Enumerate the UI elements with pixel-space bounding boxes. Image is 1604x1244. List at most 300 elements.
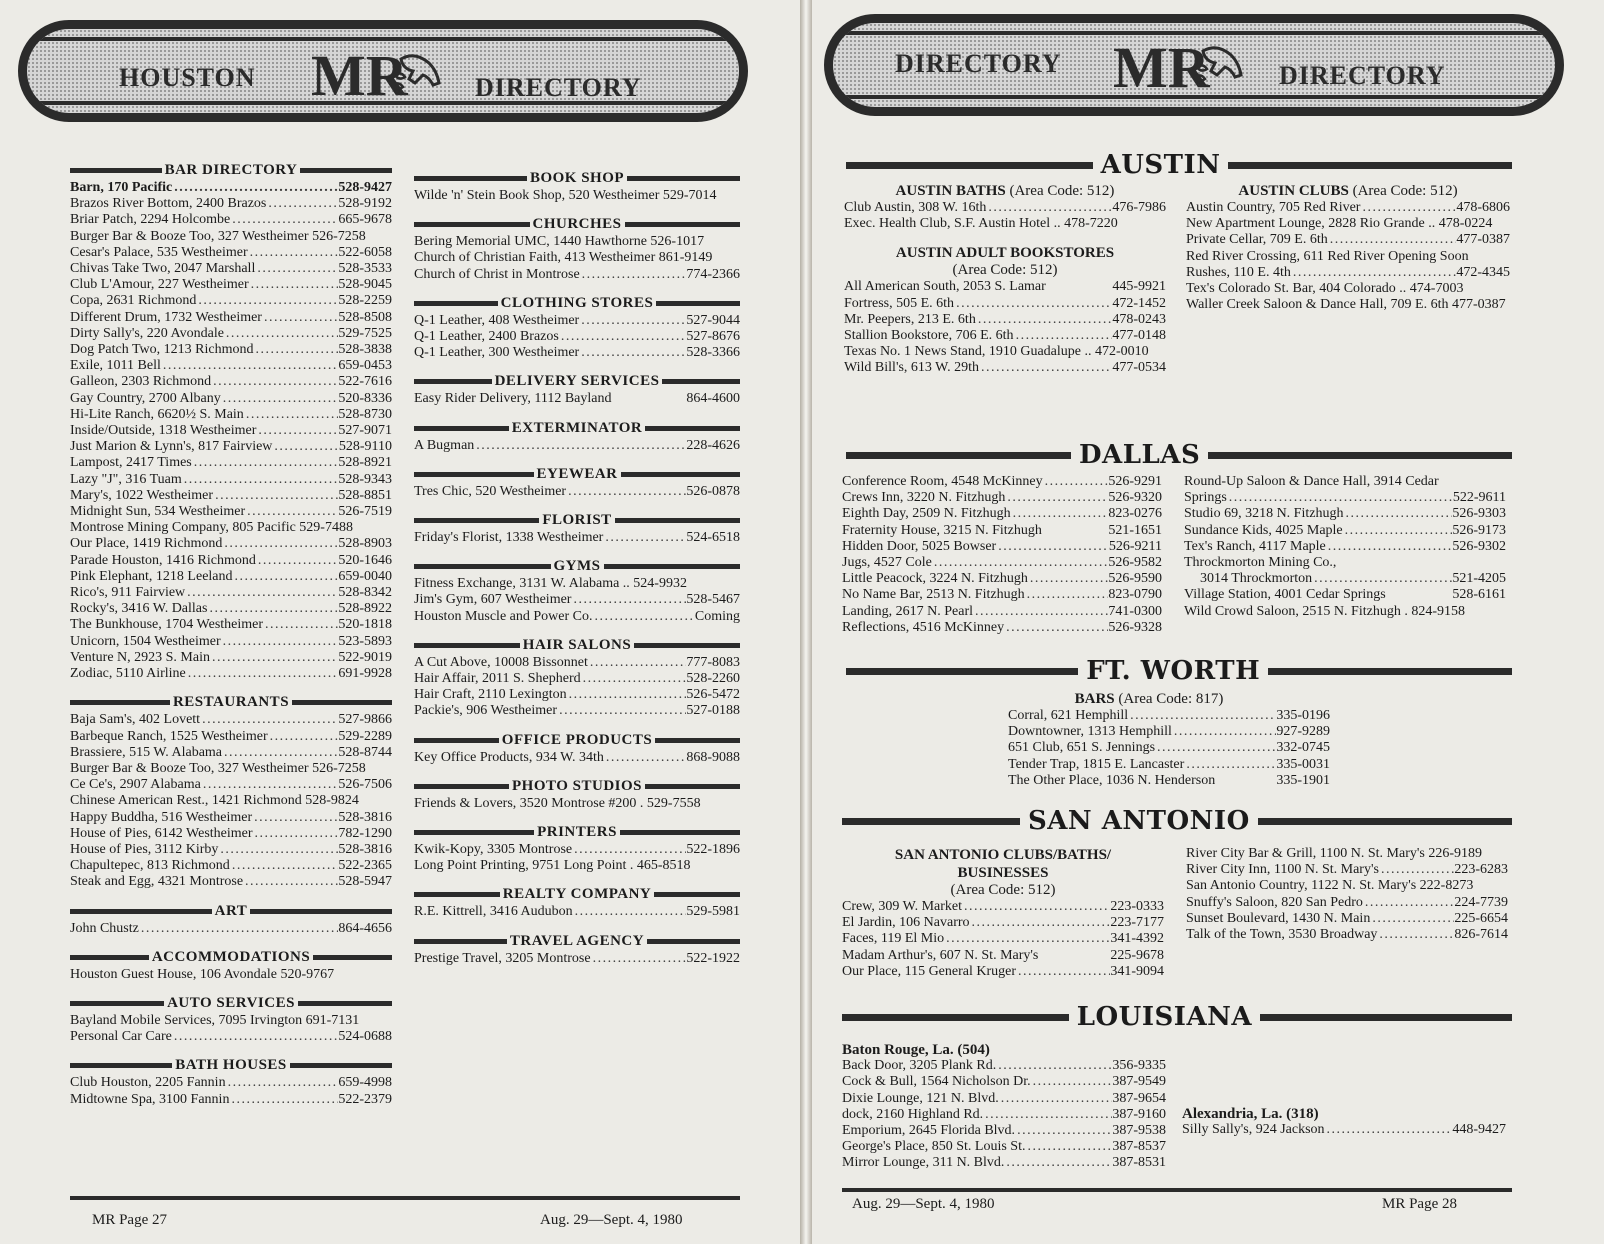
- listing-name: Church of Christ in Montrose: [414, 266, 580, 282]
- listing-name: Dixie Lounge, 121 N. Blvd.: [842, 1090, 999, 1106]
- listing-entry: [842, 474, 1162, 490]
- subsection-heading: [1186, 182, 1510, 200]
- heading-bar: [625, 222, 741, 227]
- listing-name: Hi-Lite Ranch, 6620½ S. Main: [70, 406, 244, 422]
- listing-entry: [414, 267, 740, 283]
- listing-name: Jim's Gym, 607 Westheimer: [414, 592, 572, 608]
- listing-name: Rico's, 911 Fairview: [70, 585, 186, 601]
- listing-phone: 445-9921: [1112, 279, 1166, 295]
- leader-dots: [1343, 506, 1452, 522]
- baton-rouge-listing: [842, 1042, 1166, 1172]
- listing-name: Key Office Products, 934 W. 34th: [414, 749, 604, 765]
- listing-entry: Exec. Health Club, S.F. Austin Hotel .. 478-7220: [844, 216, 1118, 232]
- listing-name: Club L'Amour, 227 Westheimer: [70, 277, 249, 293]
- listing-phone: 528-8921: [338, 455, 392, 471]
- listing-name: Cock & Bull, 1564 Nicholson Dr.: [842, 1074, 1031, 1090]
- listing-name: All American South, 2053 S. Lamar: [844, 279, 1046, 295]
- leader-dots: [161, 358, 338, 374]
- listing-name: John Chustz: [70, 920, 139, 936]
- leader-dots: [1155, 740, 1276, 756]
- heading-bar: [414, 518, 539, 523]
- listing-phone: 528-9343: [338, 471, 392, 487]
- region-heading: Alexandria, La. (318): [1182, 1106, 1319, 1122]
- heading-bar: [70, 1001, 164, 1006]
- listing-phone: 477-0534: [1112, 360, 1166, 376]
- listing-phone: 528-5467: [686, 592, 740, 608]
- listing-phone: 777-8083: [686, 654, 740, 670]
- listing-phone: 528-8730: [338, 406, 392, 422]
- area-code: (Area Code: 512): [952, 262, 1058, 279]
- listing-name: Parade Houston, 1416 Richmond: [70, 552, 256, 568]
- listing-phone: 520-1818: [338, 617, 392, 633]
- leader-dots: [221, 634, 339, 650]
- heading-bar: [414, 426, 509, 431]
- ft-worth-bars: [1008, 690, 1330, 789]
- listing-name: Packie's, 906 Westheimer: [414, 703, 558, 719]
- banner-right-word: DIRECTORY: [1279, 61, 1446, 90]
- listing-entry: [70, 326, 392, 342]
- subsection-heading: SAN ANTONIO CLUBS/BATHS/: [894, 847, 1112, 863]
- listing-name: Barn, 170 Pacific: [70, 180, 173, 195]
- listing-entry: [414, 391, 740, 407]
- leader-dots: [573, 904, 687, 920]
- dallas-left-column: [842, 474, 1162, 636]
- subsection-heading: BUSINESSES: [957, 865, 1049, 881]
- heading-bar: [290, 1063, 392, 1068]
- listing-phone: 527-9071: [338, 423, 392, 439]
- listing-phone: Coming: [694, 608, 740, 624]
- leader-dots: [244, 407, 339, 423]
- section-title: BOOK SHOP: [529, 170, 625, 186]
- heading-bar: [70, 168, 162, 173]
- heading-bar: [70, 700, 170, 705]
- leader-dots: [221, 391, 339, 407]
- listing-entry: [842, 964, 1164, 980]
- left-column-1: [70, 162, 392, 1108]
- leader-dots: [1025, 587, 1109, 603]
- spacer: [1215, 773, 1276, 789]
- leader-dots: [211, 374, 338, 390]
- listing-phone: 526-9320: [1108, 490, 1162, 506]
- listing-entry: [70, 617, 392, 633]
- listing-entry: [70, 777, 392, 793]
- leader-dots: [1014, 328, 1113, 344]
- san-antonio-left-column: [842, 846, 1164, 980]
- listing-entry: [842, 1074, 1166, 1090]
- listing-name: R.E. Kittrell, 3416 Audubon: [414, 904, 573, 920]
- listing-entry: [70, 729, 392, 745]
- section-title: CHURCHES: [532, 216, 622, 233]
- leader-dots: [604, 750, 686, 766]
- listing-phone: 665-9678: [338, 212, 392, 228]
- listing-name: Little Peacock, 3224 N. Fitzhugh: [842, 571, 1028, 587]
- leader-dots: [196, 293, 338, 309]
- listing-entry: Wilde 'n' Stein Book Shop, 520 Westheimer 529-7014: [414, 188, 717, 203]
- leader-dots: [1043, 474, 1109, 490]
- listing-phone: 521-1651: [1108, 522, 1162, 538]
- listing-phone: 478-0243: [1112, 311, 1166, 327]
- listing-phone: 927-9289: [1276, 724, 1330, 740]
- listing-phone: 528-8922: [338, 601, 392, 617]
- listing-name: Hair Affair, 2011 S. Shepherd: [414, 671, 581, 687]
- listing-name: Gay Country, 2700 Albany: [70, 390, 221, 406]
- listing-phone: 529-7525: [338, 325, 392, 341]
- listing-phone: 659-0040: [338, 568, 392, 584]
- listing-name: A Cut Above, 10008 Bissonnet: [414, 654, 588, 670]
- listing-entry: [70, 455, 392, 471]
- leader-dots: [588, 655, 686, 671]
- leader-dots: [962, 899, 1110, 915]
- listing-entry: [1184, 490, 1506, 506]
- listing-phone: 472-1452: [1112, 295, 1166, 311]
- listing-phone: 528-3838: [338, 342, 392, 358]
- heading-bar: [655, 738, 740, 743]
- leader-dots: [1028, 571, 1108, 587]
- listing-entry: [842, 899, 1164, 915]
- leader-dots: [192, 455, 339, 471]
- leader-dots: [944, 931, 1110, 947]
- listing-name: Galleon, 2303 Richmond: [70, 374, 212, 390]
- listing-name: Inside/Outside, 1318 Westheimer: [70, 423, 257, 439]
- listing-entry: [1184, 571, 1506, 587]
- heading-bar: [298, 1001, 392, 1006]
- leader-dots: [580, 267, 687, 283]
- left-column-2: [414, 170, 740, 967]
- leader-dots: [559, 329, 686, 345]
- listing-entry: [70, 826, 392, 842]
- listing-entry: [842, 1091, 1166, 1107]
- subsection-heading: AUSTIN ADULT BOOKSTORES: [895, 245, 1115, 262]
- listing-phone: 225-6654: [1454, 910, 1508, 926]
- listing-phone: 528-8744: [338, 744, 392, 760]
- listing-name: Corral, 621 Hemphill: [1008, 708, 1129, 723]
- leader-dots: [172, 180, 338, 196]
- listing-entry: Texas No. 1 News Stand, 1910 Guadalupe .. 472-0010: [844, 344, 1149, 360]
- listing-name: Stallion Bookstore, 706 E. 6th: [844, 328, 1014, 344]
- leader-dots: [252, 810, 338, 826]
- banner-left-word: HOUSTON: [119, 63, 256, 92]
- listing-entry: [70, 277, 392, 293]
- listing-name: Chapultepec, 813 Richmond: [70, 858, 230, 874]
- footer-date: Aug. 29—Sept. 4, 1980: [852, 1196, 995, 1212]
- listing-phone: 522-9611: [1452, 490, 1506, 506]
- leader-dots: [976, 312, 1113, 328]
- listing-phone: 864-4600: [686, 391, 740, 407]
- listing-phone: 528-8851: [338, 487, 392, 503]
- listing-entry: Wild Crowd Saloon, 2515 N. Fitzhugh . 824-9158: [1184, 603, 1465, 619]
- section-heading: [414, 886, 740, 903]
- listing-entry: [70, 634, 392, 650]
- houston-directory-banner: [18, 20, 748, 122]
- listing-entry: [414, 438, 740, 454]
- listing-entry: [842, 1107, 1166, 1123]
- listing-entry: [70, 196, 392, 212]
- listing-entry: Friends & Lovers, 3520 Montrose #200 . 529-7558: [414, 795, 701, 811]
- leader-dots: [1005, 490, 1108, 506]
- heading-bar: [70, 955, 149, 960]
- leader-dots: [1016, 964, 1110, 980]
- heading-bar: [414, 892, 500, 897]
- listing-phone: 527-9866: [338, 712, 392, 728]
- listing-name: Private Cellar, 709 E. 6th: [1186, 232, 1328, 248]
- listing-entry: [70, 310, 392, 326]
- leader-dots: [222, 745, 338, 761]
- listing-phone: 774-2366: [686, 266, 740, 282]
- listing-name: Prestige Travel, 3205 Montrose: [414, 950, 591, 966]
- section-heading: [414, 466, 740, 483]
- listing-phone: 526-7506: [338, 777, 392, 793]
- leader-dots: [226, 1075, 339, 1091]
- listing-entry: [70, 569, 392, 585]
- leader-dots: [207, 601, 338, 617]
- listing-entry: [70, 810, 392, 826]
- listing-name: Zodiac, 5110 Airline: [70, 666, 186, 682]
- leader-dots: [256, 553, 338, 569]
- listing-entry: [842, 1058, 1166, 1074]
- listing-entry: [70, 666, 392, 682]
- spacer: [1038, 948, 1110, 964]
- heading-bar: [654, 892, 740, 897]
- listing-phone: 528-8903: [338, 536, 392, 552]
- listing-phone: 387-8531: [1112, 1155, 1166, 1171]
- listing-entry: [70, 874, 392, 890]
- listing-phone: 782-1290: [338, 825, 392, 841]
- listing-name: Emporium, 2645 Florida Blvd.: [842, 1123, 1016, 1139]
- city-heading-louisiana: LOUISIANA: [842, 1002, 1512, 1032]
- listing-entry: [1186, 232, 1510, 248]
- listing-phone: 659-4998: [338, 1075, 392, 1091]
- leader-dots: [1227, 490, 1453, 506]
- leader-dots: [1360, 200, 1456, 216]
- leader-dots: [1184, 757, 1276, 773]
- listing-phone: 659-0453: [338, 358, 392, 374]
- heading-bar: [627, 176, 740, 181]
- listing-phone: 524-6518: [686, 530, 740, 546]
- listing-phone: 528-3366: [686, 345, 740, 361]
- section-heading: [414, 558, 740, 575]
- listing-name: Crews Inn, 3220 N. Fitzhugh: [842, 490, 1006, 506]
- section-heading: [70, 903, 392, 920]
- listing-entry: [70, 407, 392, 423]
- heading-bar: [615, 518, 740, 523]
- listing-name: Our Place, 1419 Richmond: [70, 536, 223, 552]
- section-heading: [414, 420, 740, 437]
- leader-dots: [253, 342, 338, 358]
- listing-entry: [842, 931, 1164, 947]
- section-heading: [414, 216, 740, 233]
- leader-dots: [230, 212, 338, 228]
- listing-name: Mirror Lounge, 311 N. Blvd.: [842, 1155, 1005, 1171]
- section-title: EXTERMINATOR: [511, 419, 643, 436]
- leader-dots: [201, 777, 338, 793]
- listing-phone: 527-9044: [686, 312, 740, 328]
- listing-entry: [1184, 506, 1506, 522]
- listing-entry: [414, 530, 740, 546]
- leader-dots: [213, 488, 338, 504]
- listing-phone: 522-2365: [338, 858, 392, 874]
- listing-entry: [1186, 911, 1508, 927]
- spacer: [1046, 279, 1113, 295]
- listing-name: Crew, 309 W. Market: [842, 899, 963, 914]
- listing-entry: [842, 1139, 1166, 1155]
- heading-bar: [414, 830, 534, 835]
- listing-entry: [1186, 927, 1508, 943]
- listing-phone: 524-0688: [338, 1029, 392, 1045]
- listing-entry: [414, 345, 740, 361]
- listing-phone: 526-7519: [338, 504, 392, 520]
- listing-entry: Waller Creek Saloon & Dance Hall, 709 E. 6th 477-0387: [1186, 297, 1506, 313]
- footer-page-number: MR Page 27: [92, 1212, 167, 1228]
- leader-dots: [566, 484, 686, 500]
- listing-phone: 521-4205: [1452, 571, 1506, 587]
- listing-phone: 356-9335: [1112, 1058, 1166, 1074]
- listing-name: Personal Car Care: [70, 1029, 172, 1045]
- listing-name: Conference Room, 4548 McKinney: [842, 474, 1043, 489]
- listing-entry: [70, 358, 392, 374]
- listing-entry: [70, 374, 392, 390]
- listing-name: Q-1 Leather, 2400 Brazos: [414, 329, 559, 345]
- listing-phone: 823-0790: [1108, 587, 1162, 603]
- left-page: [0, 0, 800, 1244]
- subsection-title: BARS: [1074, 691, 1115, 707]
- leader-dots: [224, 326, 338, 342]
- listing-entry: [70, 293, 392, 309]
- listing-phone: 341-4392: [1110, 931, 1164, 947]
- listing-phone: 225-9678: [1110, 947, 1164, 963]
- section-title: GYMS: [553, 558, 601, 575]
- spacer: [612, 391, 687, 407]
- logo-text: MR: [1113, 35, 1210, 100]
- listing-phone: 528-9427: [338, 180, 392, 195]
- listing-name: The Other Place, 1036 N. Henderson: [1008, 772, 1216, 788]
- listing-phone: 520-1646: [338, 552, 392, 568]
- heading-bar: [414, 301, 498, 306]
- listing-entry: Montrose Mining Company, 805 Pacific 529-7488: [70, 520, 353, 536]
- listing-name: Rushes, 110 E. 4th: [1186, 264, 1291, 280]
- listing-phone: 741-0300: [1108, 603, 1162, 619]
- section-title: BATH HOUSES: [175, 1057, 287, 1074]
- listing-entry: San Antonio Country, 1122 N. St. Mary's 222-8273: [1186, 878, 1474, 894]
- listing-entry: [70, 261, 392, 277]
- listing-entry: [414, 750, 740, 766]
- subsection-title: AUSTIN BATHS: [895, 183, 1006, 199]
- listing-phone: 528-3816: [338, 841, 392, 857]
- listing-name: Ce Ce's, 2907 Alabama: [70, 777, 201, 793]
- heading-bar: [604, 564, 741, 569]
- listing-name: El Jardin, 106 Navarro: [842, 915, 970, 931]
- listing-name: Easy Rider Delivery, 1112 Bayland: [414, 391, 612, 407]
- section-heading: [70, 1057, 392, 1074]
- section-title: ACCOMMODATIONS: [151, 948, 311, 965]
- section-heading: [70, 949, 392, 966]
- listing-name: Jugs, 4527 Cole: [842, 555, 932, 571]
- listing-phone: 335-0031: [1276, 756, 1330, 772]
- alexandria-listing: [1182, 1106, 1506, 1138]
- section-heading: [414, 637, 740, 654]
- listing-phone: 526-5472: [686, 687, 740, 703]
- listing-phone: 528-8508: [338, 309, 392, 325]
- area-code: (Area Code: 512): [950, 882, 1056, 898]
- listing-name: Fortress, 505 E. 6th: [844, 295, 955, 311]
- section-heading: [414, 778, 740, 795]
- book-spine: [800, 0, 812, 1244]
- listing-phone: 527-8676: [686, 329, 740, 345]
- listing-name: Pink Elephant, 1218 Leeland: [70, 568, 233, 584]
- banner-left-word: DIRECTORY: [895, 49, 1062, 78]
- section-heading: [414, 732, 740, 749]
- leader-dots: [1011, 506, 1109, 522]
- heading-bar: [414, 176, 527, 181]
- heading-bar: [647, 939, 740, 944]
- heading-bar: [414, 564, 551, 569]
- section-heading: [414, 295, 740, 312]
- heading-bar: [414, 379, 492, 384]
- listing-name: Springs: [1184, 490, 1227, 506]
- listing-entry: [1186, 895, 1508, 911]
- mr-horse-logo: [309, 39, 449, 109]
- listing-entry: [844, 312, 1166, 328]
- listing-name: Landing, 2617 N. Pearl: [842, 603, 974, 619]
- listing-phone: 387-9549: [1112, 1074, 1166, 1090]
- leader-dots: [1025, 1139, 1112, 1155]
- leader-dots: [1004, 620, 1108, 636]
- leader-dots: [973, 604, 1108, 620]
- listing-phone: 527-0188: [686, 703, 740, 719]
- listing-phone: 523-5893: [338, 633, 392, 649]
- listing-entry: [70, 1092, 392, 1108]
- listing-name: Sundance Kids, 4025 Maple: [1184, 522, 1343, 538]
- leader-dots: [1004, 1155, 1112, 1171]
- leader-dots: [249, 277, 339, 293]
- leader-dots: [1312, 571, 1452, 587]
- leader-dots: [243, 874, 338, 890]
- leader-dots: [603, 530, 686, 546]
- listing-name: Q-1 Leather, 408 Westheimer: [414, 312, 580, 328]
- listing-entry: [70, 423, 392, 439]
- listing-name: Rocky's, 3416 W. Dallas: [70, 601, 208, 617]
- austin-left-column: [844, 182, 1166, 377]
- listing-entry: [1186, 265, 1510, 281]
- section-heading: [414, 170, 740, 187]
- listing-entry: [414, 687, 740, 703]
- listing-phone: 224-7739: [1454, 894, 1508, 910]
- listing-name: Club Austin, 308 W. 16th: [844, 200, 987, 215]
- listing-entry: [70, 439, 392, 455]
- listing-name: Lazy "J", 316 Tuam: [70, 471, 182, 487]
- listing-name: Village Station, 4001 Cedar Springs: [1184, 587, 1386, 603]
- listing-phone: 529-2289: [338, 728, 392, 744]
- right-directory-banner: [824, 14, 1564, 116]
- heading-bar: [634, 643, 740, 648]
- listing-phone: 526-0878: [686, 483, 740, 499]
- listing-phone: 526-9582: [1108, 555, 1162, 571]
- listing-entry: [1186, 862, 1508, 878]
- subsection-heading: [844, 182, 1166, 200]
- leader-dots: [1379, 862, 1454, 878]
- listing-entry: [1184, 523, 1506, 539]
- listing-name: 3014 Throckmorton: [1200, 571, 1313, 587]
- footer-rule: [70, 1196, 740, 1200]
- listing-entry: [70, 553, 392, 569]
- listing-entry: Fitness Exchange, 3131 W. Alabama .. 524-9932: [414, 576, 687, 592]
- listing-phone: 223-7177: [1110, 915, 1164, 931]
- leader-dots: [579, 313, 686, 329]
- leader-dots: [262, 310, 338, 326]
- listing-name: Faces, 119 El Mio: [842, 931, 945, 947]
- listing-phone: 477-0148: [1112, 328, 1166, 344]
- listing-entry: [1184, 587, 1506, 603]
- listing-phone: 528-9045: [338, 277, 392, 293]
